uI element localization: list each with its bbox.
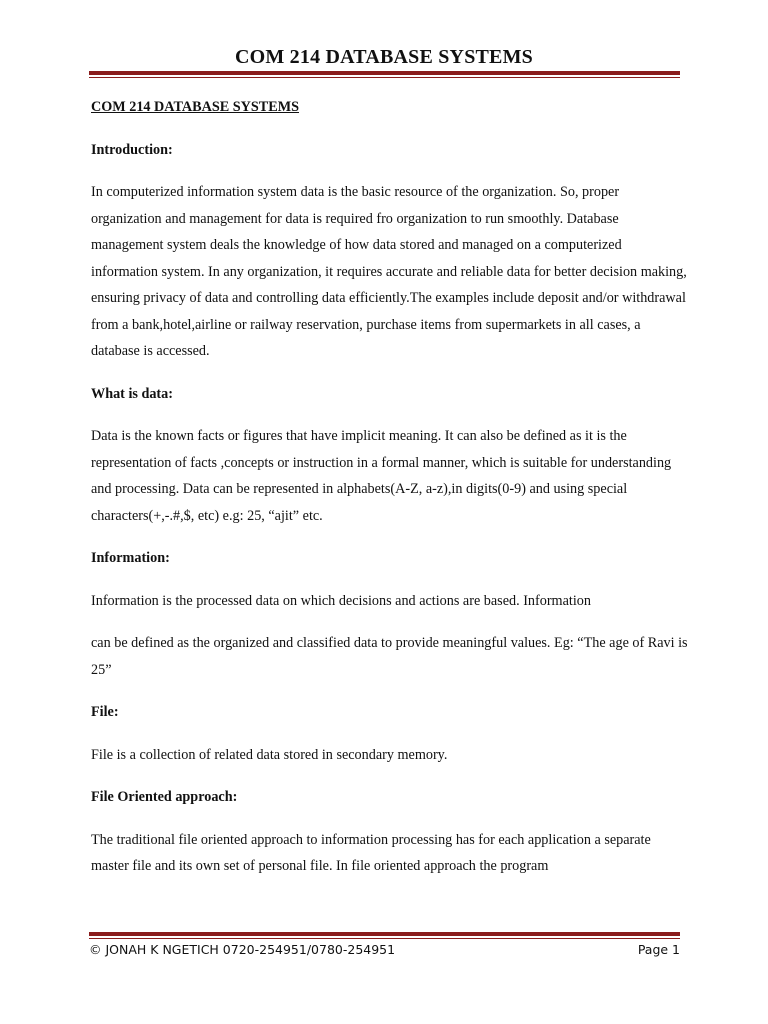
footer-rule bbox=[89, 932, 680, 939]
paragraph-file: File is a collection of related data stored in secondary memory. bbox=[91, 746, 448, 763]
section-heading-file-oriented: File Oriented approach: bbox=[91, 789, 238, 805]
document-heading: COM 214 DATABASE SYSTEMS bbox=[91, 99, 299, 115]
paragraph-file-oriented: The traditional file oriented approach to information processing has for each application a separate master file and its own set of personal file. In file oriented approach the program bbox=[91, 831, 651, 874]
paragraph-data: Data is the known facts or figures that have implicit meaning. It can also be defined as it is the representation of facts ,concepts or instruction in a formal manner, which is suitable for understanding and processing. Data can be represented in alphabets(A-Z, a-z),in digits(0-9) and using special characters(+,-.#,$, etc) e.g: 25, “ajit” etc. bbox=[91, 428, 672, 524]
page-header-title: COM 214 DATABASE SYSTEMS bbox=[235, 46, 533, 68]
paragraph-information-1: Information is the processed data on which decisions and actions are based. Information bbox=[91, 592, 591, 609]
section-heading-introduction: Introduction: bbox=[91, 141, 173, 158]
paragraph-information-2: can be defined as the organized and classified data to provide meaningful values. Eg: “The age of Ravi is 25” bbox=[91, 635, 688, 678]
document-body bbox=[91, 94, 691, 896]
paragraph-introduction: In computerized information system data is the basic resource of the organization. So, proper organization and management for data is required fro organization to run smoothly. Database management system deals the knowledge of how data stored and managed on a computerized information system. In any organization, it requires accurate and reliable data for better decision making, ensuring privacy of data and controlling data efficiently.The examples include deposit and/or withdrawal from a bank,hotel,airline or railway reservation, purchase items from supermarkets in all cases, a database is accessed. bbox=[91, 184, 687, 359]
section-heading-file: File: bbox=[91, 704, 119, 720]
header-rule bbox=[89, 71, 680, 78]
footer-author: © JONAH K NGETICH 0720-254951/0780-254951 bbox=[89, 942, 396, 957]
section-heading-data: What is data: bbox=[91, 385, 173, 402]
page-footer bbox=[89, 942, 680, 957]
section-heading-information: Information: bbox=[91, 550, 170, 566]
footer-page-number: Page 1 bbox=[637, 942, 680, 957]
